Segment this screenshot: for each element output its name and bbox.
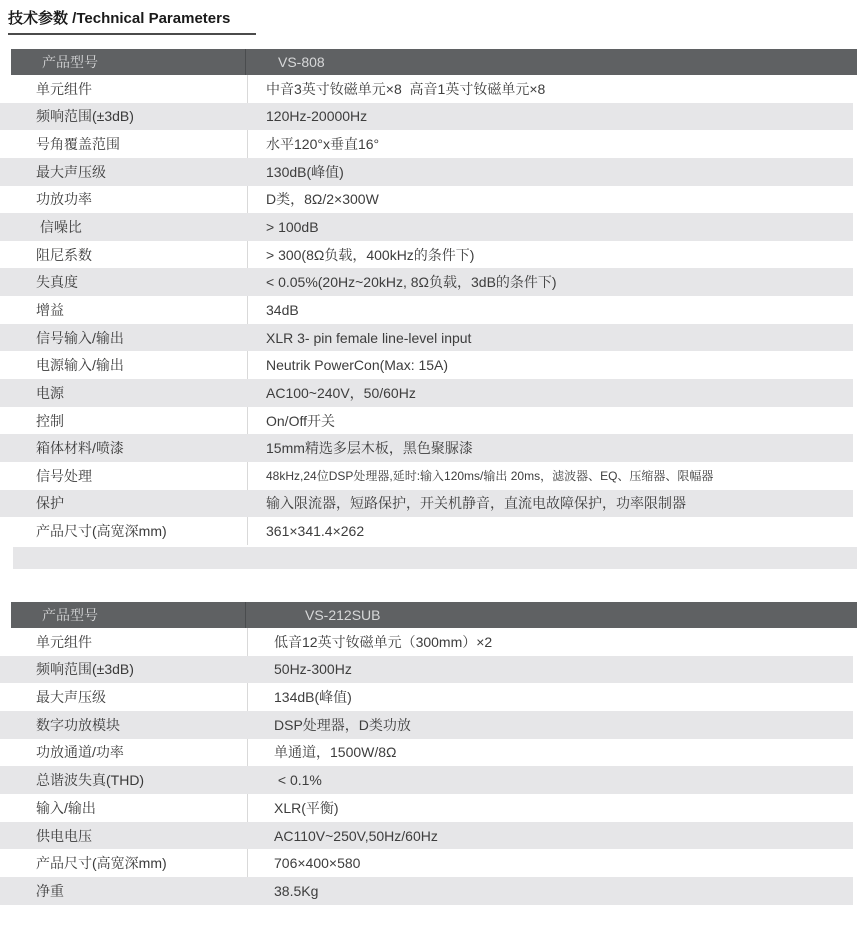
spec-row bbox=[0, 462, 853, 490]
spec-row bbox=[0, 822, 853, 850]
spec-row-label: 最大声压级 bbox=[36, 163, 106, 180]
spec-row-label: 信号处理 bbox=[36, 467, 92, 484]
spec-row-label: 增益 bbox=[36, 301, 64, 318]
spec-row-label: 频响范围(±3dB) bbox=[36, 108, 134, 125]
spec-row-value: > 300(8Ω负载，400kHz的条件下) bbox=[247, 241, 853, 269]
spec-row bbox=[0, 739, 853, 767]
spec-row bbox=[0, 213, 853, 241]
spec-row bbox=[0, 379, 853, 407]
spec-table-vs808 bbox=[0, 49, 857, 569]
spec-row-value: 120Hz-20000Hz bbox=[247, 103, 853, 131]
spec-row-value: 48kHz,24位DSP处理器,延时:输入120ms/输出 20ms，滤波器、EQ、压缩器、限幅器 bbox=[247, 462, 853, 490]
spec-row bbox=[0, 407, 853, 435]
model-header-label: 产品型号 bbox=[11, 602, 246, 628]
spec-row-label: 阻尼系数 bbox=[36, 246, 92, 263]
spec-row-value: XLR 3- pin female line-level input bbox=[247, 324, 853, 352]
table-footer-bar bbox=[13, 547, 857, 569]
spec-table-vs212sub bbox=[0, 602, 857, 905]
table-header-row bbox=[11, 49, 857, 75]
spec-row-value: > 100dB bbox=[247, 213, 853, 241]
spec-row bbox=[0, 130, 853, 158]
spec-row-value: 34dB bbox=[247, 296, 853, 324]
spec-row bbox=[0, 849, 853, 877]
spec-row-value: 706×400×580 bbox=[247, 849, 853, 877]
table-header-row bbox=[11, 602, 857, 628]
spec-row-label: 产品尺寸(高宽深mm) bbox=[36, 523, 167, 540]
spec-row bbox=[0, 324, 853, 352]
spec-row-value: 50Hz-300Hz bbox=[247, 656, 853, 684]
spec-row-value: 130dB(峰值) bbox=[247, 158, 853, 186]
spec-row-label: 最大声压级 bbox=[36, 689, 106, 706]
spec-row-value: D类，8Ω/2×300W bbox=[247, 186, 853, 214]
spec-row bbox=[0, 766, 853, 794]
spec-row bbox=[0, 517, 853, 545]
spec-row-label: 信号输入/输出 bbox=[36, 329, 124, 346]
spec-row-label: 保护 bbox=[36, 495, 64, 512]
spec-row bbox=[0, 351, 853, 379]
spec-row bbox=[0, 490, 853, 518]
spec-row-value: < 0.1% bbox=[247, 766, 853, 794]
spec-row-value: AC100~240V，50/60Hz bbox=[247, 379, 853, 407]
spec-row-label: 控制 bbox=[36, 412, 64, 429]
spec-row-label: 输入/输出 bbox=[36, 799, 96, 816]
spec-row-value: 361×341.4×262 bbox=[247, 517, 853, 545]
spec-row-value: On/Off开关 bbox=[247, 407, 853, 435]
spec-row-label: 数字功放模块 bbox=[36, 716, 120, 733]
spec-row-label: 频响范围(±3dB) bbox=[36, 661, 134, 678]
spec-row-label: 功放功率 bbox=[36, 191, 92, 208]
spec-row-label: 功放通道/功率 bbox=[36, 744, 124, 761]
table-body bbox=[0, 75, 853, 545]
spec-row bbox=[0, 158, 853, 186]
spec-row-label: 单元组件 bbox=[36, 80, 92, 97]
spec-row-value: 134dB(峰值) bbox=[247, 683, 853, 711]
spec-row-label: 箱体材料/喷漆 bbox=[36, 440, 124, 457]
spec-row-label: 号角覆盖范围 bbox=[36, 136, 120, 153]
spec-row-value: DSP处理器，D类功放 bbox=[247, 711, 853, 739]
model-header-label: 产品型号 bbox=[11, 49, 246, 75]
spec-row bbox=[0, 628, 853, 656]
spec-row-value: 15mm精选多层木板，黑色聚脲漆 bbox=[247, 434, 853, 462]
spec-row-label: 产品尺寸(高宽深mm) bbox=[36, 855, 167, 872]
spec-row bbox=[0, 434, 853, 462]
model-header-value: VS-212SUB bbox=[305, 606, 381, 623]
spec-row bbox=[0, 794, 853, 822]
spec-row-label: 净重 bbox=[36, 882, 64, 899]
spec-row bbox=[0, 711, 853, 739]
spec-row-value: 38.5Kg bbox=[247, 877, 853, 905]
spec-row-value: 输入限流器，短路保护，开关机静音，直流电故障保护，功率限制器 bbox=[247, 490, 853, 518]
spec-row-label: 供电电压 bbox=[36, 827, 92, 844]
spec-row-value: 水平120°x垂直16° bbox=[247, 130, 853, 158]
spec-row bbox=[0, 683, 853, 711]
spec-row-label: 电源 bbox=[36, 384, 64, 401]
spec-row-value: Neutrik PowerCon(Max: 15A) bbox=[247, 351, 853, 379]
spec-row-label: 总谐波失真(THD) bbox=[36, 772, 145, 789]
spec-row-label: 信噪比 bbox=[36, 219, 82, 236]
page-header bbox=[0, 0, 857, 35]
spec-row bbox=[0, 268, 853, 296]
spec-row bbox=[0, 296, 853, 324]
spec-row-value: 中音3英寸钕磁单元×8 高音1英寸钕磁单元×8 bbox=[247, 75, 853, 103]
spec-row bbox=[0, 75, 853, 103]
spec-row bbox=[0, 656, 853, 684]
spec-row bbox=[0, 186, 853, 214]
spec-row-label: 电源输入/输出 bbox=[36, 357, 124, 374]
table-body bbox=[0, 628, 853, 905]
spec-row bbox=[0, 241, 853, 269]
page-title: 技术参数 /Technical Parameters bbox=[8, 7, 256, 35]
spec-row bbox=[0, 877, 853, 905]
spec-row-label: 失真度 bbox=[36, 274, 78, 291]
spec-row-value: 单通道，1500W/8Ω bbox=[247, 739, 853, 767]
spec-row-value: < 0.05%(20Hz~20kHz, 8Ω负载，3dB的条件下) bbox=[247, 268, 853, 296]
spec-row-value: 低音12英寸钕磁单元（300mm）×2 bbox=[247, 628, 853, 656]
spec-row-value: XLR(平衡) bbox=[247, 794, 853, 822]
spec-row-label: 单元组件 bbox=[36, 633, 92, 650]
model-header-value: VS-808 bbox=[278, 54, 325, 70]
spec-row bbox=[0, 103, 853, 131]
spec-row-value: AC110V~250V,50Hz/60Hz bbox=[247, 822, 853, 850]
